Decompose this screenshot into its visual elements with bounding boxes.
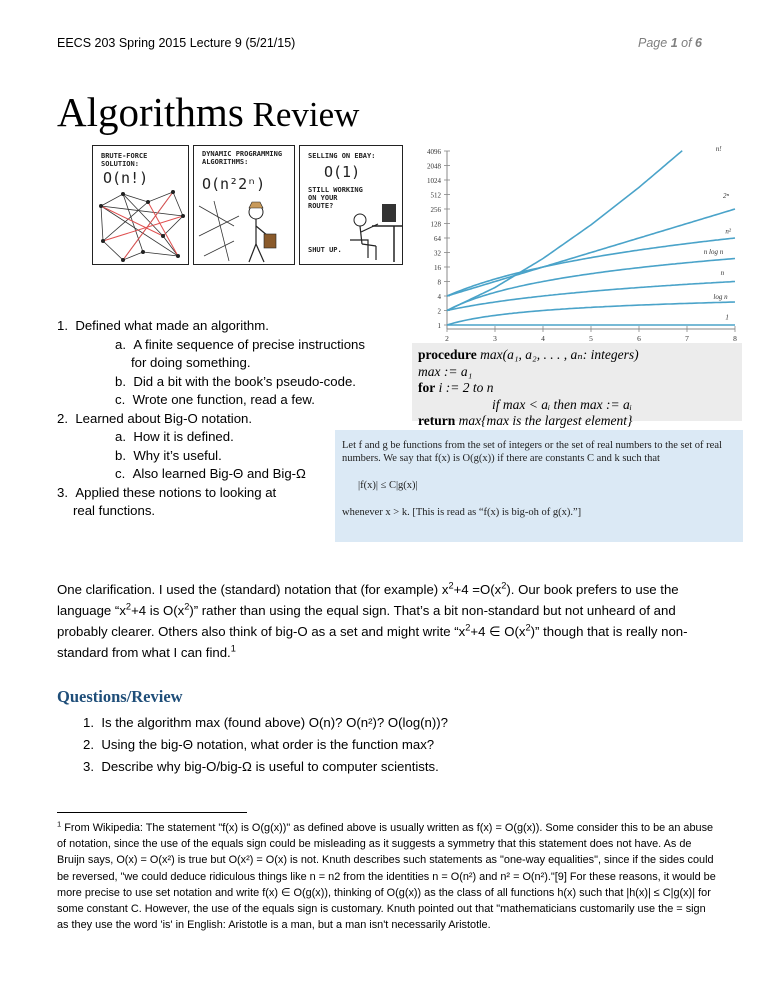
- x-tick-label: 6: [637, 334, 641, 343]
- title-word-2: Review: [252, 95, 360, 134]
- x-tick-label: 7: [685, 334, 689, 343]
- y-tick-label: 1024: [427, 177, 441, 185]
- panel1-caption: BRUTE-FORCE SOLUTION:: [101, 152, 148, 168]
- list-item: 2. Learned about Big-O notation.: [57, 410, 253, 426]
- definition-line: Let f and g be functions from the set of integers or the set of real numbers to the set of real: [342, 440, 722, 451]
- panel2-caption: DYNAMIC PROGRAMMING ALGORITHMS:: [202, 150, 283, 166]
- x-tick-label: 4: [541, 334, 545, 343]
- title-word-1: Algorithms: [57, 89, 244, 135]
- list-item: 1. Defined what made an algorithm.: [57, 318, 269, 333]
- series-label: 1: [725, 313, 729, 322]
- x-tick-label: 5: [589, 334, 593, 343]
- question-item: 3. Describe why big-O/big-Ω is useful to computer scientists.: [83, 759, 439, 774]
- list-item: real functions.: [73, 503, 156, 518]
- y-tick-label: 128: [430, 220, 441, 229]
- panel2-complexity: O(n²2ⁿ): [202, 175, 266, 193]
- clarification-paragraph: One clarification. I used the (standard) notation that (for example) $x^2+4 =O(x^2)$. Our book prefers to use the language “$x^2+4$ is $O(x^2)$” rather than using the equal sign. That’s a bit non-standard but not unheard of and probably clearer. Others also think of big-O as a set and might write “$x^2+4$ ∈ $O(x^2)$” though that is really non-standard from what I can find.$^1$: [57, 580, 688, 660]
- panel3-caption: SELLING ON EBAY:: [308, 152, 376, 160]
- y-tick-label: 2: [437, 307, 441, 316]
- series-line: [447, 302, 735, 325]
- series-line: [447, 209, 735, 296]
- footnote-separator: [57, 812, 247, 813]
- list-item: c. Wrote one function, read a few.: [115, 392, 315, 407]
- footnote-ref[interactable]: 1: [230, 643, 236, 654]
- xkcd-comic: [92, 145, 403, 265]
- footnote-marker: 1: [57, 819, 62, 829]
- list-item: a. A finite sequence of precise instructions: [115, 336, 365, 352]
- series-label: log n: [713, 292, 728, 301]
- code-line: procedure max(a₁, a₂, . . . , aₙ: integers): [418, 347, 639, 362]
- comic-panel-1: [92, 145, 189, 265]
- y-tick-label: 256: [430, 206, 441, 214]
- list-item: c. Also learned Big-Θ and Big-Ω: [115, 466, 306, 481]
- panel3-complexity: O(1): [324, 163, 361, 181]
- page-total: 6: [695, 36, 702, 50]
- list-item: for doing something.: [131, 355, 251, 370]
- panel1-complexity: O(n!): [103, 169, 149, 187]
- list-item: a. How it is defined.: [115, 429, 234, 444]
- definition-line: numbers. We say that f(x) is O(g(x)) if there are constants C and k such that: [342, 453, 660, 464]
- series-label: n log n: [703, 247, 724, 256]
- page-title: [57, 89, 360, 135]
- big-o-definition: [335, 430, 743, 542]
- stick-figure-salesman: [194, 196, 294, 264]
- list-item: 3. Applied these notions to looking at: [57, 484, 277, 500]
- page-current: 1: [670, 36, 678, 50]
- code-line: return max{max is the largest element}: [418, 413, 633, 428]
- panel3-speech: STILL WORKING ON YOUR ROUTE?: [308, 186, 363, 210]
- y-tick-label: 32: [434, 249, 441, 258]
- list-item: b. Why it’s useful.: [115, 447, 222, 463]
- code-line: for i := 2 to n: [418, 380, 494, 395]
- y-tick-label: 2048: [427, 162, 441, 171]
- comic-panel-2: [193, 145, 295, 265]
- footnote: [57, 820, 717, 933]
- list-item: b. Did a bit with the book’s pseudo-code.: [115, 373, 356, 389]
- definition-formula: |f(x)| ≤ C|g(x)|: [358, 480, 418, 491]
- x-tick-label: 8: [733, 334, 737, 343]
- x-tick-label: 3: [493, 334, 497, 343]
- growth-rate-chart: [415, 143, 745, 343]
- tsp-graph-illustration: [93, 186, 188, 264]
- definition-line: whenever x > k. [This is read as “f(x) is big-oh of g(x).”]: [342, 507, 582, 518]
- question-item: 2. Using the big-Θ notation, what order is the function max?: [83, 737, 435, 752]
- running-header: EECS 203 Spring 2015 Lecture 9 (5/21/15): [57, 36, 296, 50]
- series-line: [447, 282, 735, 311]
- panel3-reply: SHUT UP.: [308, 246, 342, 254]
- code-line: max := a₁: [418, 363, 473, 379]
- question-item: 1. Is the algorithm max (found above) O(n)? O(n²)? O(log(n))?: [83, 715, 448, 730]
- max-pseudocode: [412, 343, 742, 428]
- series-line: [447, 238, 735, 296]
- page-number: [638, 36, 702, 50]
- page-of: of: [681, 36, 692, 50]
- footnote-text: From Wikipedia: The statement "f(x) is O(g(x))" as defined above is usually written as f(x) = O(g(x)). Some consider this to be an abuse of notation, since the use of the equals sign could be misleading as it suggests a symmetry that this statement does not have. As de Bruijn says, O(x) = O(x²) is true but O(x²) = O(x) is not. Knuth describes such statements as "one-way equalities", since if the sides could be reversed, "we could deduce ridiculous things like n = n2 from the identities n = O(n²) and n² = O(n²)."[9] For these reasons, it would be more precise to use set notation and write f(x) ∈ O(g(x)), thinking of O(g(x)) as the class of all functions h(x) such that |h(x)| ≤ C|g(x)| for some constant C. However, the use of the equals sign is customary. Knuth pointed out that "mathematicians customarily use the = sign as they use the word 'is' in English: Aristotle is a man, but a man isn't necessarily Aristotle.: [57, 822, 716, 932]
- comic-panel-3: [299, 145, 403, 265]
- y-tick-label: 4: [437, 293, 441, 301]
- y-tick-label: 512: [430, 191, 441, 200]
- y-tick-label: 64: [434, 235, 441, 243]
- series-label: n: [720, 268, 725, 277]
- y-tick-label: 4096: [427, 148, 441, 156]
- series-label: n!: [715, 145, 722, 153]
- questions-heading: Questions/Review: [57, 687, 183, 706]
- y-tick-label: 1: [437, 322, 441, 330]
- page-label: Page: [638, 36, 668, 50]
- code-line: if max < aᵢ then max := aᵢ: [492, 396, 632, 412]
- y-tick-label: 16: [434, 264, 441, 272]
- series-label: 2ⁿ: [723, 192, 729, 201]
- stick-figure-at-desk: [344, 200, 402, 264]
- series-label: n²: [725, 227, 732, 236]
- x-tick-label: 2: [445, 334, 449, 343]
- y-tick-label: 8: [437, 278, 441, 287]
